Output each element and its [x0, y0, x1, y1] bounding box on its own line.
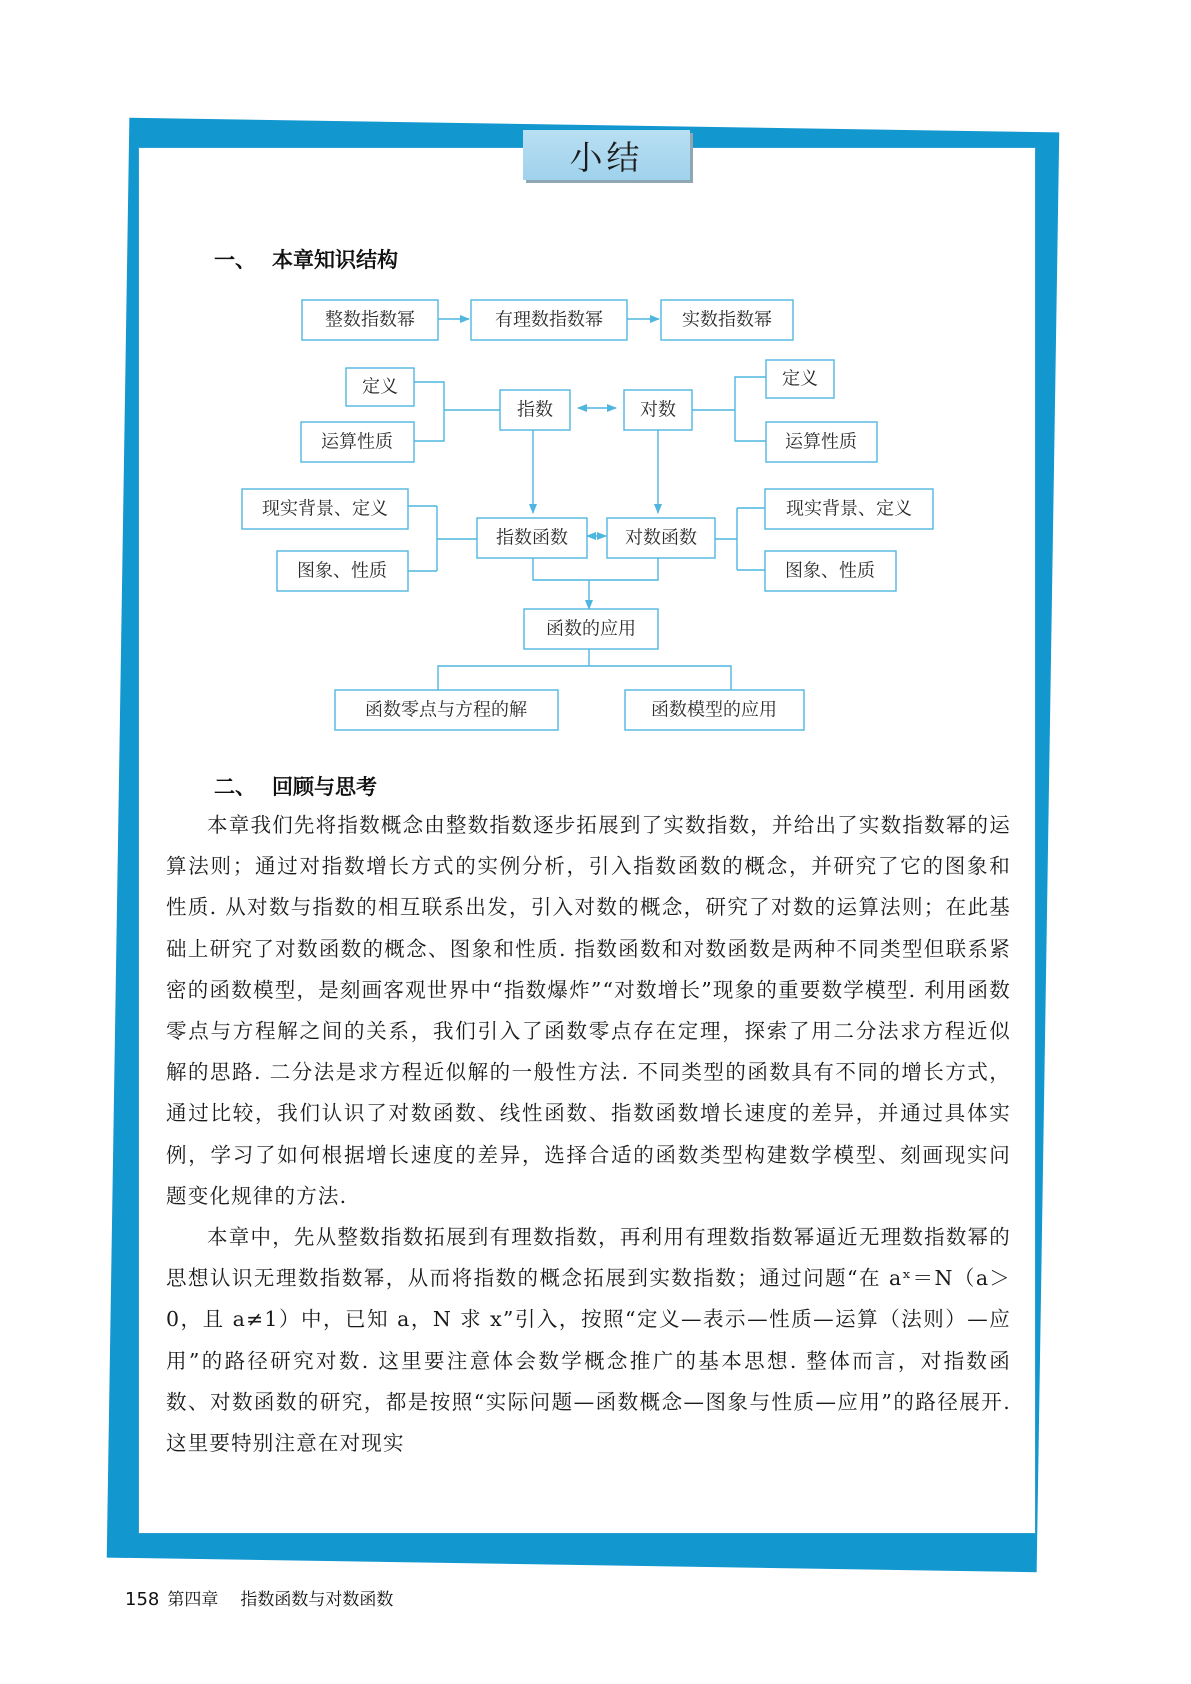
summary-title: 小结: [523, 130, 690, 180]
section-1-number: 一、: [214, 248, 256, 272]
label-exp-function: 指数函数: [496, 527, 568, 549]
section-2-title: 回顾与思考: [272, 775, 377, 799]
label-models: 函数模型的应用: [651, 699, 777, 721]
label-expf-graph: 图象、性质: [297, 560, 387, 582]
label-logf-background: 现实背景、定义: [786, 498, 912, 520]
label-zeros: 函数零点与方程的解: [365, 699, 527, 721]
label-expf-background: 现实背景、定义: [262, 498, 388, 520]
paragraph-1: 本章我们先将指数概念由整数指数逐步拓展到了实数指数，并给出了实数指数幂的运算法则；通过对指数增长方式的实例分析，引入指数函数的概念，并研究了它的图象和性质. 从对数与指数的相互联系出发，引入对数的概念，研究了对数的运算法则；在此基础上研究了对数函数的概念、图象和性质. 指数函数和对数函数是两种不同类型但联系紧密的函数模型，是刻画客观世界中“指数爆炸”“对数增长”现象的重要数学模型. 利用函数零点与方程解之间的关系，我们引入了函数零点存在定理，探索了用二分法求方程近似解的思路. 二分法是求方程近似解的一般性方法. 不同类型的函数具有不同的增长方式，通过比较，我们认识了对数函数、线性函数、指数函数增长速度的差异，并通过具体实例，学习了如何根据增长速度的差异，选择合适的函数类型构建数学模型、刻画现实问题变化规律的方法.: [166, 813, 1011, 1208]
label-application: 函数的应用: [546, 618, 636, 640]
footer-chapter: 第四章: [167, 1590, 219, 1610]
section-1-title: 本章知识结构: [272, 248, 398, 272]
label-integer-power: 整数指数幂: [325, 309, 415, 331]
label-exp-definition: 定义: [362, 376, 398, 398]
label-logarithm: 对数: [640, 399, 676, 421]
label-logf-graph: 图象、性质: [785, 560, 875, 582]
label-exponent: 指数: [517, 399, 553, 421]
label-log-operations: 运算性质: [785, 431, 857, 453]
paragraph-2: 本章中，先从整数指数拓展到有理数指数，再利用有理数指数幂逼近无理数指数幂的思想认识无理数指数幂，从而将指数的概念拓展到实数指数；通过问题“在 aˣ＝N（a＞0，且 a≠1）中，已知 a，N 求 x”引入，按照“定义—表示—性质—运算（法则）—应用”的路径研究对数. 这里要注意体会数学概念推广的基本思想. 整体而言，对指数函数、对数函数的研究，都是按照“实际问题—函数概念—图象与性质—应用”的路径展开. 这里要特别注意在对现实: [166, 1225, 1011, 1456]
label-real-power: 实数指数幂: [682, 309, 772, 331]
label-log-definition: 定义: [782, 368, 818, 390]
footer-chapter-title: 指数函数与对数函数: [240, 1590, 394, 1610]
page-footer: [125, 1585, 393, 1610]
knowledge-structure-diagram: [0, 0, 1191, 760]
review-text: [166, 805, 1011, 1464]
section-2-number: 二、: [214, 775, 256, 799]
label-rational-power: 有理数指数幂: [495, 309, 603, 331]
page-number: 158: [125, 1589, 160, 1610]
section-2-heading: [214, 771, 377, 801]
label-exp-operations: 运算性质: [321, 431, 393, 453]
label-log-function: 对数函数: [625, 527, 697, 549]
